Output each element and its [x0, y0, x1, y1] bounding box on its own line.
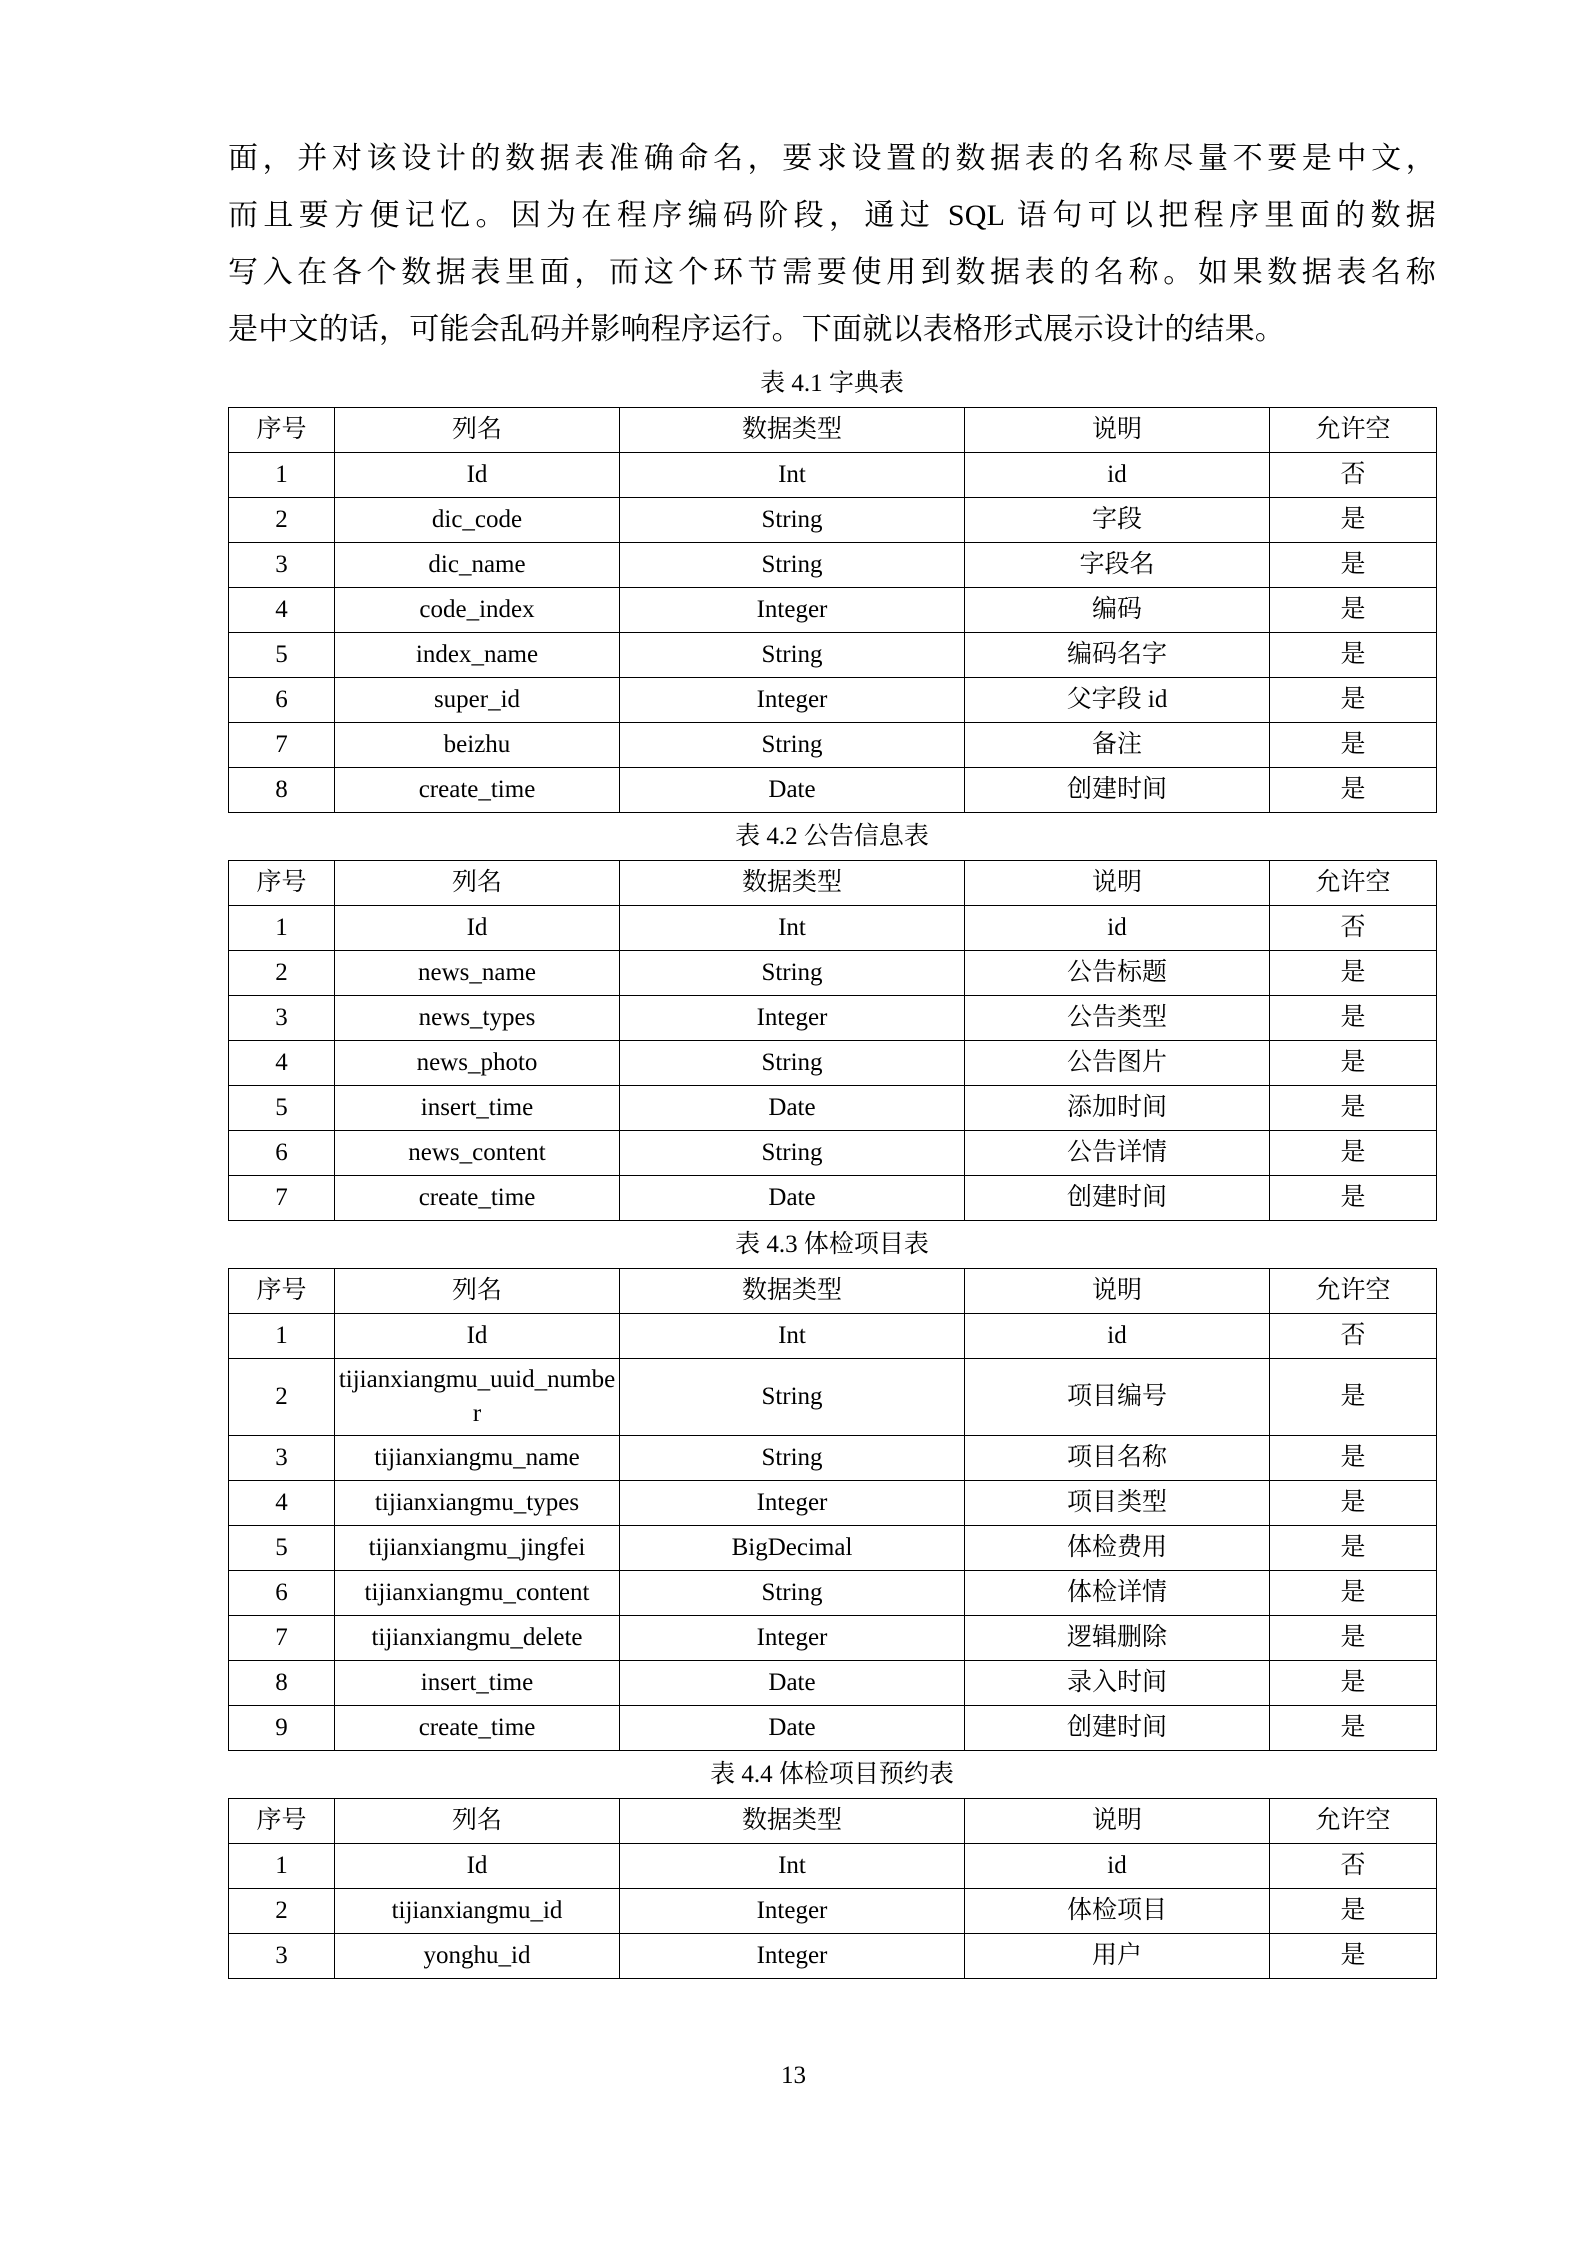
cell-desc: id: [965, 453, 1270, 498]
table-row: [229, 678, 1437, 723]
cell-index: 7: [229, 723, 335, 768]
table-row: [229, 1041, 1437, 1086]
cell-index: 3: [229, 996, 335, 1041]
table-row: [229, 1661, 1437, 1706]
cell-name: index_name: [335, 633, 620, 678]
cell-name: Id: [335, 1314, 620, 1359]
cell-name: dic_name: [335, 543, 620, 588]
data-dictionary-table: [228, 407, 1437, 813]
cell-name: Id: [335, 906, 620, 951]
cell-name: news_content: [335, 1131, 620, 1176]
cell-type: String: [620, 1131, 965, 1176]
cell-nullable: 是: [1270, 1436, 1437, 1481]
column-header-type: 数据类型: [620, 861, 965, 906]
cell-type: Integer: [620, 1934, 965, 1979]
table-header-row: [229, 1269, 1437, 1314]
cell-index: 3: [229, 543, 335, 588]
table-row: [229, 1314, 1437, 1359]
cell-type: BigDecimal: [620, 1526, 965, 1571]
cell-type: String: [620, 498, 965, 543]
cell-index: 9: [229, 1706, 335, 1751]
cell-nullable: 否: [1270, 453, 1437, 498]
cell-desc: 添加时间: [965, 1086, 1270, 1131]
cell-nullable: 否: [1270, 906, 1437, 951]
cell-nullable: 是: [1270, 1571, 1437, 1616]
table-row: [229, 1481, 1437, 1526]
cell-nullable: 是: [1270, 498, 1437, 543]
cell-type: String: [620, 723, 965, 768]
cell-name: create_time: [335, 1176, 620, 1221]
cell-name: Id: [335, 453, 620, 498]
table-row: [229, 543, 1437, 588]
column-header-nullable: 允许空: [1270, 861, 1437, 906]
cell-desc: 录入时间: [965, 1661, 1270, 1706]
cell-type: Int: [620, 453, 965, 498]
cell-type: Date: [620, 1706, 965, 1751]
physical-exam-item-table: [228, 1268, 1437, 1751]
page-number: 13: [781, 2062, 806, 2089]
cell-nullable: 是: [1270, 996, 1437, 1041]
cell-nullable: 是: [1270, 543, 1437, 588]
paragraph-line: 而且要方便记忆。因为在程序编码阶段，通过 SQL 语句可以把程序里面的数据: [228, 199, 1436, 232]
cell-index: 4: [229, 1041, 335, 1086]
cell-nullable: 否: [1270, 1314, 1437, 1359]
column-header-type: 数据类型: [620, 1799, 965, 1844]
cell-name: tijianxiangmu_types: [335, 1481, 620, 1526]
table-row: [229, 996, 1437, 1041]
paragraph-line: 是中文的话，可能会乱码并影响程序运行。下面就以表格形式展示设计的结果。: [228, 313, 1285, 346]
table-row: [229, 1359, 1437, 1436]
cell-index: 4: [229, 1481, 335, 1526]
table-row: [229, 633, 1437, 678]
cell-desc: 项目名称: [965, 1436, 1270, 1481]
table-header-row: [229, 1799, 1437, 1844]
cell-type: String: [620, 1436, 965, 1481]
table-header-row: [229, 408, 1437, 453]
column-header-index: 序号: [229, 408, 335, 453]
cell-nullable: 否: [1270, 1844, 1437, 1889]
table-row: [229, 906, 1437, 951]
cell-nullable: 是: [1270, 1131, 1437, 1176]
table-row: [229, 498, 1437, 543]
cell-nullable: 是: [1270, 1176, 1437, 1221]
cell-desc: 字段名: [965, 543, 1270, 588]
cell-type: Date: [620, 1661, 965, 1706]
column-header-name: 列名: [335, 408, 620, 453]
column-header-index: 序号: [229, 1799, 335, 1844]
cell-desc: 父字段 id: [965, 678, 1270, 723]
cell-index: 2: [229, 498, 335, 543]
table-row: [229, 1526, 1437, 1571]
cell-type: String: [620, 1359, 965, 1436]
cell-type: Integer: [620, 1616, 965, 1661]
cell-type: String: [620, 1041, 965, 1086]
cell-index: 1: [229, 453, 335, 498]
cell-type: Integer: [620, 678, 965, 723]
cell-nullable: 是: [1270, 951, 1437, 996]
cell-nullable: 是: [1270, 1359, 1437, 1436]
cell-index: 1: [229, 1314, 335, 1359]
cell-index: 6: [229, 678, 335, 723]
cell-type: Date: [620, 1176, 965, 1221]
page-content: [228, 130, 1436, 1979]
table-caption: 表 4.3 体检项目表: [735, 1231, 929, 1258]
cell-name: news_name: [335, 951, 620, 996]
cell-type: Integer: [620, 1481, 965, 1526]
cell-index: 7: [229, 1616, 335, 1661]
cell-desc: 项目类型: [965, 1481, 1270, 1526]
column-header-desc: 说明: [965, 408, 1270, 453]
cell-name: news_types: [335, 996, 620, 1041]
physical-exam-appointment-table: [228, 1798, 1437, 1979]
cell-nullable: 是: [1270, 678, 1437, 723]
cell-nullable: 是: [1270, 1086, 1437, 1131]
cell-nullable: 是: [1270, 1041, 1437, 1086]
column-header-nullable: 允许空: [1270, 1799, 1437, 1844]
cell-name: tijianxiangmu_delete: [335, 1616, 620, 1661]
cell-nullable: 是: [1270, 633, 1437, 678]
table-row: [229, 1086, 1437, 1131]
cell-desc: 编码名字: [965, 633, 1270, 678]
cell-index: 6: [229, 1131, 335, 1176]
cell-desc: 创建时间: [965, 1176, 1270, 1221]
table-row: [229, 1571, 1437, 1616]
paragraph-line: 面，并对该设计的数据表准确命名，要求设置的数据表的名称尽量不要是中文，: [228, 142, 1436, 175]
cell-index: 6: [229, 1571, 335, 1616]
cell-name: create_time: [335, 1706, 620, 1751]
cell-type: Integer: [620, 588, 965, 633]
cell-name: yonghu_id: [335, 1934, 620, 1979]
cell-index: 8: [229, 1661, 335, 1706]
column-header-name: 列名: [335, 861, 620, 906]
cell-type: String: [620, 633, 965, 678]
cell-name: tijianxiangmu_id: [335, 1889, 620, 1934]
cell-nullable: 是: [1270, 1661, 1437, 1706]
column-header-index: 序号: [229, 1269, 335, 1314]
cell-index: 8: [229, 768, 335, 813]
cell-index: 1: [229, 1844, 335, 1889]
cell-type: Integer: [620, 996, 965, 1041]
cell-nullable: 是: [1270, 1934, 1437, 1979]
cell-desc: 逻辑删除: [965, 1616, 1270, 1661]
cell-index: 1: [229, 906, 335, 951]
cell-name: news_photo: [335, 1041, 620, 1086]
cell-type: Date: [620, 1086, 965, 1131]
table-row: [229, 768, 1437, 813]
column-header-name: 列名: [335, 1799, 620, 1844]
cell-name: tijianxiangmu_uuid_number: [335, 1359, 620, 1436]
cell-desc: id: [965, 1844, 1270, 1889]
cell-nullable: 是: [1270, 723, 1437, 768]
cell-desc: 体检费用: [965, 1526, 1270, 1571]
table-caption: 表 4.4 体检项目预约表: [710, 1761, 954, 1788]
cell-desc: 项目编号: [965, 1359, 1270, 1436]
cell-desc: id: [965, 1314, 1270, 1359]
cell-index: 7: [229, 1176, 335, 1221]
table-row: [229, 1131, 1437, 1176]
cell-index: 2: [229, 951, 335, 996]
cell-desc: 体检项目: [965, 1889, 1270, 1934]
table-row: [229, 1844, 1437, 1889]
column-header-index: 序号: [229, 861, 335, 906]
column-header-name: 列名: [335, 1269, 620, 1314]
column-header-nullable: 允许空: [1270, 408, 1437, 453]
cell-desc: 创建时间: [965, 768, 1270, 813]
cell-desc: 公告类型: [965, 996, 1270, 1041]
table-caption: 表 4.2 公告信息表: [735, 823, 929, 850]
cell-index: 3: [229, 1436, 335, 1481]
cell-type: Date: [620, 768, 965, 813]
table-row: [229, 1436, 1437, 1481]
cell-name: beizhu: [335, 723, 620, 768]
column-header-type: 数据类型: [620, 408, 965, 453]
cell-index: 5: [229, 633, 335, 678]
column-header-desc: 说明: [965, 861, 1270, 906]
cell-nullable: 是: [1270, 1706, 1437, 1751]
column-header-desc: 说明: [965, 1269, 1270, 1314]
cell-name: insert_time: [335, 1661, 620, 1706]
cell-desc: 字段: [965, 498, 1270, 543]
cell-desc: 公告标题: [965, 951, 1270, 996]
table-header-row: [229, 861, 1437, 906]
cell-type: Int: [620, 906, 965, 951]
column-header-type: 数据类型: [620, 1269, 965, 1314]
cell-nullable: 是: [1270, 1481, 1437, 1526]
cell-name: tijianxiangmu_jingfei: [335, 1526, 620, 1571]
cell-desc: id: [965, 906, 1270, 951]
table-row: [229, 723, 1437, 768]
cell-type: Int: [620, 1844, 965, 1889]
cell-name: create_time: [335, 768, 620, 813]
table-row: [229, 951, 1437, 996]
cell-desc: 公告详情: [965, 1131, 1270, 1176]
news-info-table: [228, 860, 1437, 1221]
cell-index: 2: [229, 1889, 335, 1934]
cell-index: 5: [229, 1526, 335, 1571]
paragraph-line: 写入在各个数据表里面，而这个环节需要使用到数据表的名称。如果数据表名称: [228, 256, 1436, 289]
column-header-desc: 说明: [965, 1799, 1270, 1844]
cell-name: super_id: [335, 678, 620, 723]
cell-type: Int: [620, 1314, 965, 1359]
table-row: [229, 588, 1437, 633]
cell-type: String: [620, 1571, 965, 1616]
cell-name: tijianxiangmu_content: [335, 1571, 620, 1616]
cell-desc: 备注: [965, 723, 1270, 768]
cell-name: dic_code: [335, 498, 620, 543]
table-row: [229, 1889, 1437, 1934]
cell-nullable: 是: [1270, 768, 1437, 813]
cell-nullable: 是: [1270, 1526, 1437, 1571]
cell-type: String: [620, 543, 965, 588]
cell-desc: 创建时间: [965, 1706, 1270, 1751]
table-caption: 表 4.1 字典表: [760, 370, 904, 397]
cell-name: code_index: [335, 588, 620, 633]
intro-paragraph: [228, 130, 1436, 358]
cell-name: insert_time: [335, 1086, 620, 1131]
column-header-nullable: 允许空: [1270, 1269, 1437, 1314]
cell-name: tijianxiangmu_name: [335, 1436, 620, 1481]
cell-index: 5: [229, 1086, 335, 1131]
table-row: [229, 453, 1437, 498]
cell-index: 4: [229, 588, 335, 633]
table-row: [229, 1934, 1437, 1979]
table-row: [229, 1706, 1437, 1751]
cell-index: 2: [229, 1359, 335, 1436]
cell-desc: 编码: [965, 588, 1270, 633]
cell-name: Id: [335, 1844, 620, 1889]
cell-nullable: 是: [1270, 588, 1437, 633]
cell-type: String: [620, 951, 965, 996]
table-row: [229, 1616, 1437, 1661]
cell-desc: 公告图片: [965, 1041, 1270, 1086]
cell-nullable: 是: [1270, 1616, 1437, 1661]
cell-desc: 用户: [965, 1934, 1270, 1979]
cell-type: Integer: [620, 1889, 965, 1934]
cell-index: 3: [229, 1934, 335, 1979]
table-row: [229, 1176, 1437, 1221]
cell-desc: 体检详情: [965, 1571, 1270, 1616]
cell-nullable: 是: [1270, 1889, 1437, 1934]
